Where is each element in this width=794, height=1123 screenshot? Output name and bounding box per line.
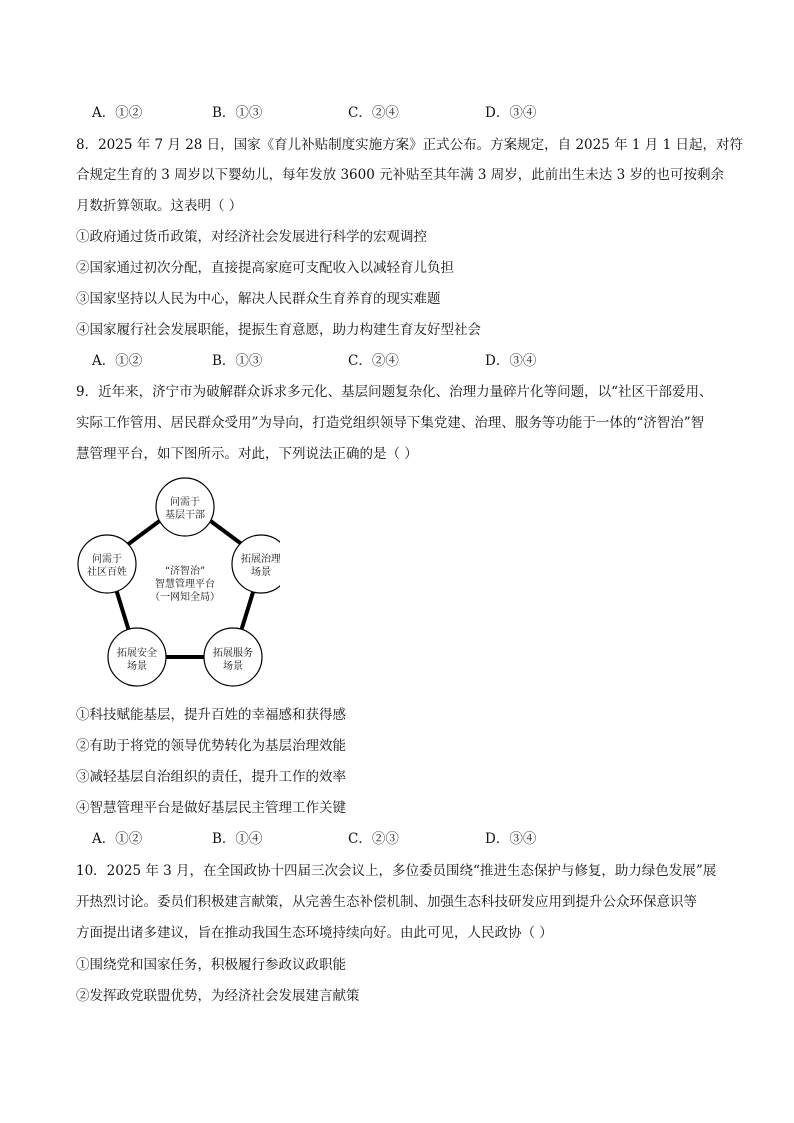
q9-stem-line-1: 9．近年来，济宁市为破解群众诉求多元化、基层问题复杂化、治理力量碎片化等问题，以“社区干部爱用、	[76, 384, 713, 400]
q8-stem-line-1: 8．2025 年 7 月 28 日，国家《育儿补贴制度实施方案》正式公布。方案规定，自 2025 年 1 月 1 日起，对符	[76, 137, 743, 153]
q8-option-a: A．①②	[92, 353, 143, 369]
q7-option-b: B．①③	[212, 105, 263, 121]
q8-option-c: C．②④	[348, 353, 399, 369]
q9-statement-4: ④智慧管理平台是做好基层民主管理工作关键	[76, 800, 346, 816]
q8-statement-1: ①政府通过货币政策，对经济社会发展进行科学的宏观调控	[76, 229, 427, 245]
center-label-line-3: （一网知全局）	[150, 592, 220, 603]
q8-option-d: D．③④	[485, 353, 537, 369]
node-left-line-1: 问需于	[92, 554, 122, 565]
q9-option-d: D．③④	[485, 831, 537, 847]
q9-option-a: A．①②	[92, 831, 143, 847]
q10-stem-line-3: 方面提出诸多建议，旨在推动我国生态环境持续向好。由此可见，人民政协（ ）	[76, 925, 553, 941]
q10-stem-line-1: 10．2025 年 3 月，在全国政协十四届三次会议上，多位委员围绕“推进生态保护与修复，助力绿色发展”展	[76, 863, 717, 879]
node-bottom-left-line-2: 场景	[127, 661, 147, 672]
node-top-line-2: 基层干部	[165, 510, 205, 521]
node-bottom-right-line-1: 拓展服务	[213, 648, 253, 659]
node-top-line-1: 问需于	[170, 497, 200, 508]
q9-stem-line-2: 实际工作管用、居民群众受用”为导向，打造党组织领导下集党建、治理、服务等功能于一体的“济智治”智	[76, 415, 705, 431]
q10-stem-line-2: 开热烈讨论。委员们积极建言献策，从完善生态补偿机制、加强生态科技研发应用到提升公众环保意识等	[76, 894, 697, 910]
q9-option-b: B．①④	[212, 831, 263, 847]
q9-statement-1: ①科技赋能基层，提升百姓的幸福感和获得感	[76, 707, 346, 723]
q7-option-c: C．②④	[348, 105, 399, 121]
q7-option-a: A．①②	[92, 105, 143, 121]
q10-statement-2: ②发挥政党联盟优势，为经济社会发展建言献策	[76, 988, 360, 1004]
q10-statement-1: ①围绕党和国家任务，积极履行参政议政职能	[76, 957, 346, 973]
q9-option-c: C．②③	[348, 831, 399, 847]
node-right-line-1: 拓展治理	[241, 554, 280, 565]
center-label-line-1: “济智治”	[164, 566, 206, 577]
q7-option-d: D．③④	[485, 105, 537, 121]
center-label-line-2: 智慧管理平台	[155, 579, 215, 590]
q9-statement-3: ③减轻基层自治组织的责任，提升工作的效率	[76, 769, 346, 785]
q9-pentagon-diagram	[70, 474, 280, 696]
node-bottom-left-line-1: 拓展安全	[117, 648, 157, 659]
node-bottom-right-line-2: 场景	[223, 661, 243, 672]
q8-statement-3: ③国家坚持以人民为中心，解决人民群众生育养育的现实难题	[76, 291, 441, 307]
node-right-line-2: 场景	[251, 567, 271, 578]
q8-stem-line-2: 合规定生育的 3 周岁以下婴幼儿，每年发放 3600 元补贴至其年满 3 周岁，此前出生未达 3 岁的也可按剩余	[76, 167, 724, 183]
q9-statement-2: ②有助于将党的领导优势转化为基层治理效能	[76, 738, 346, 754]
q9-stem-line-3: 慧管理平台，如下图所示。对此，下列说法正确的是（ ）	[76, 446, 418, 462]
node-left-line-2: 社区百姓	[87, 567, 127, 578]
q8-statement-4: ④国家履行社会发展职能，提振生育意愿，助力构建生育友好型社会	[76, 322, 481, 338]
q8-stem-line-3: 月数折算领取。这表明（ ）	[76, 198, 243, 214]
q8-statement-2: ②国家通过初次分配，直接提高家庭可支配收入以减轻育儿负担	[76, 260, 454, 276]
q8-option-b: B．①③	[212, 353, 263, 369]
